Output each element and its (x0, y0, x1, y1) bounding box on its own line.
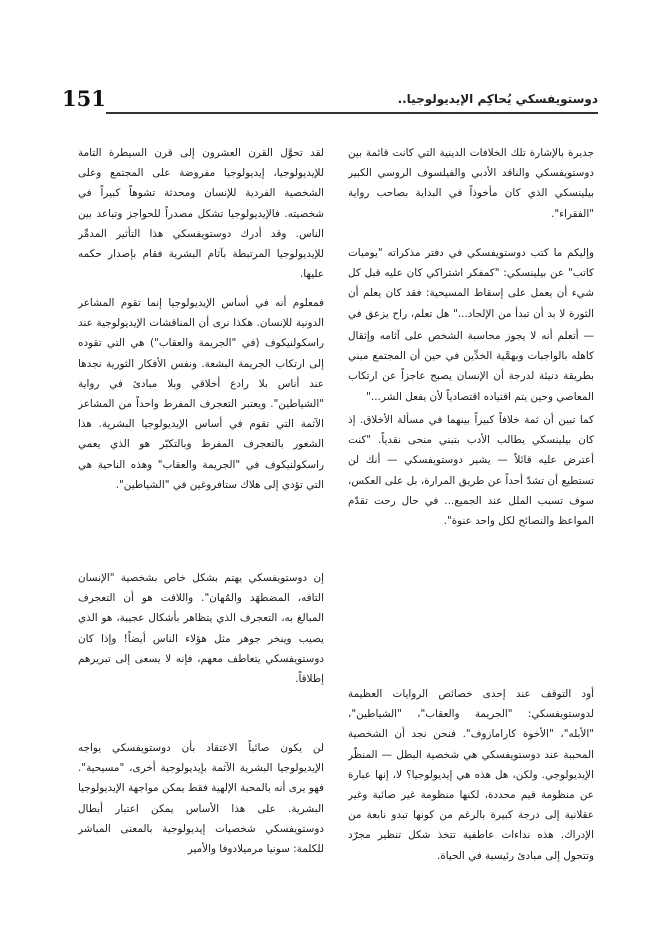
paragraph: فمعلوم أنه في أساس الإيديولوجيا إنما تقوم المشاعر الدونية للإنسان. هكذا نرى أن المناقشات الإيديولوجية عند راسكولنيكوف (في "الجريمة والعقاب") هي التي تقوده إلى ارتكاب الجريمة البشعة. ونفس الأفكار الثورية نجدها عند أناس بلا رادع أخلاقي وبلا مبادئ في رواية "الشياطين". ويعتبر التعجرف المفرط واحداً من المشاعر الآثمة التي تقوم في أساس الإيديولوجيا البشرية. هذا الشعور بالتعجرف المفرط وبالتكبّر هو الذي يعمي راسكولنيكوف في "الجريمة والعقاب" وهذه الناحية هي التي تؤدي إلى هلاك ستافروغين في "الشياطين". (78, 297, 324, 491)
left-column (78, 143, 324, 883)
paragraph: وإليكم ما كتب دوستويفسكي في دفتر مذكراته "يوميات كاتب" عن بيلينسكي: "كمفكر اشتراكي كان عليه قبل كل شيء أن يعمل على إسقاط المسيحية: فقد كان يعلم أن الثورة لا بد أن تبدأ من الإلحاد..." هل تعلم، راح يزعق في (348, 247, 594, 320)
right-column (348, 143, 594, 883)
header-rule (106, 112, 598, 114)
running-title: دوستويفسكي يُحاكِم الإيديولوجيا.. (397, 92, 598, 106)
page-number: 151 (62, 86, 106, 111)
paragraph: جديرة بالإشارة تلك الخلافات الدينية التي كانت قائمة بين دوستويفسكي والناقد الأدبي والفيلسوف الروسي الكبير بيلينسكي الذي كان مأخوذاً في البداية بصاحب رواية "الفقراء". (348, 147, 594, 220)
paragraph: إن دوستويفسكي يهتم بشكل خاص بشخصية "الإنسان التافه، المضطهَد والمُهان". واللافت هو أن التعجرف المبالغ به، التعجرف الذي يتظاهر بأشكال عجيبة، هو الذي يصيب وينخر جوهر مثل هؤلاء الناس أيضاً! وإذا كان دوستويفسكي يتعاطف معهم، فإنه لا يسعى إلى تبريرهم إطلاقاً. (78, 572, 324, 686)
paragraph: أود التوقف عند إحدى خصائص الروايات العظيمة لدوستويفسكي: "الجريمة والعقاب"، "الشياطين"، "الأبله"، "الأخوة كارامازوف". فنحن نجد أن الشخصية المحببة عند دوستويفسكي هي شخصية البطل — المنظّر الإيديولوجي. ولكن، هل هذه هي إيديولوجيا؟ لا، إنها عبارة عن منظومة قيم محددة، لكنها منظومة غير صائبة وغير عقلانية إلى درجة كبيرة بالرغم من كونها تبدو نابعة من الإدراك. هذه نداءات عاطفية تتخذ شكل تنظير مجرّد وتتحول إلى مبادئ رئيسية في الحياة. (348, 688, 594, 862)
paragraph: لن يكون صائباً الاعتقاد بأن دوستويفسكي يواجه الإيديولوجيا البشرية الآثمة بإيديولوجية أخرى، "مسيحية". فهو يرى أنه بالمحبة الإلهية فقط يمكن مواجهة الإيديولوجيا البشرية. على هذا الأساس يمكن اعتبار أبطال دوستويفسكي شخصيات إيديولوجية بالمعنى المباشر للكلمة: سونيا مرميلادوفا والأمير (78, 742, 324, 856)
paragraph: لقد تحوَّل القرن العشرون إلى قرن السيطرة التامة للإيديولوجيا، إيديولوجيا مفروضة على المجتمع وعلى الشخصية الفردية للإنسان ومحدثة تشوهاً كبيراً في شخصيته. فالإيديولوجيا تشكل مصدراً للحواجز وتباعد بين الناس. وقد أدرك دوستويفسكي هذا التأثير المدمِّر للإيديولوجيا المرتبطة بآثام البشرية فقام بإصدار حكمه عليها. (78, 147, 324, 281)
paragraph: كما تبين أن ثمة خلافاً كبيراً بينهما في مسألة الأخلاق. إذ كان بيلينسكي يطالب الأدب بتبني منحى نقدياً. "كنت أعترض عليه قائلاً — يشير دوستويفسكي — أنك لن تستطيع أن تشدّ أحداً عن طريق المرارة، بل على العكس، سوف تسبب الملل عند الجميع... في حال رحت تقدّم المواعظ والنصائح لكل واحد عنوة". (348, 414, 594, 528)
paragraph: — أتعلم أنه لا يجوز محاسبة الشخص على آثامه وإثقال كاهله بالواجبات وبهمَّية الخدِّين في حين أن المجتمع مبني بطريقة دنيئة لدرجة أن الإنسان يصبح عاجزاً عن ارتكاب المعاصي وحين يتم اقتياده اقتصادياً لأن يفعل الشر..." (348, 330, 594, 403)
page-header (62, 86, 598, 120)
